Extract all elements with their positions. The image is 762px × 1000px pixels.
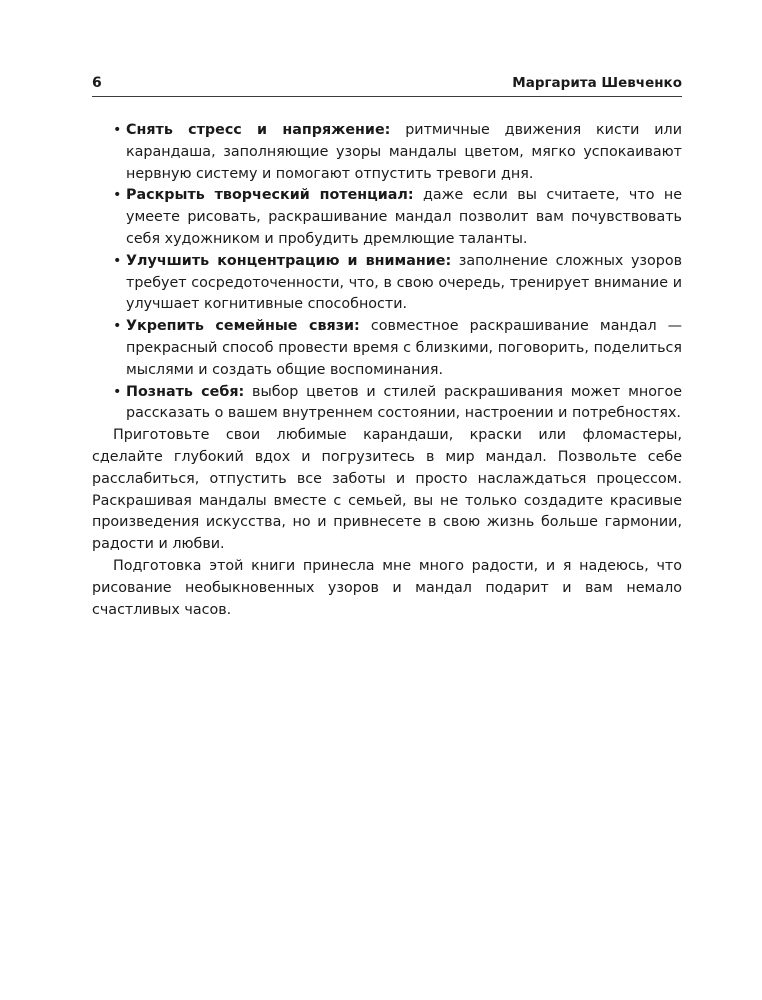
bullet-icon: •	[113, 187, 122, 204]
list-item	[92, 382, 682, 426]
benefits-list	[92, 120, 682, 425]
bullet-icon: •	[113, 383, 122, 400]
bullet-icon: •	[113, 318, 122, 335]
list-item-lead: Укрепить семейные связи:	[126, 318, 360, 335]
list-item-text: заполнение сложных узоров требует сосредоточенности, что, в свою очередь, тренирует внимание и улучшает когнитивные способности.	[126, 252, 683, 313]
bullet-icon: •	[113, 252, 122, 269]
list-item	[92, 185, 682, 250]
list-item-lead: Раскрыть творческий потенциал:	[126, 187, 414, 204]
list-item-text: ритмичные движения кисти или карандаша, заполняющие узоры мандалы цветом, мягко успокаивают нервную систему и помогают отпустить тревоги дня.	[126, 122, 682, 182]
list-item	[92, 120, 682, 185]
running-header	[92, 74, 682, 97]
list-item	[92, 316, 682, 381]
list-item-lead: Познать себя:	[126, 383, 245, 400]
paragraph: Приготовьте свои любимые карандаши, краски или фломастеры, сделайте глубокий вдох и погрузитесь в мир мандал. Позвольте себе расслабиться, отпустить все заботы и просто наслаждаться процессом. Раскрашивая мандалы вместе с семьей, вы не только создадите красивые произведения искусства, но и привнесете в свою жизнь больше гармонии, радости и любви.	[92, 427, 682, 553]
list-item-lead: Снять стресс и напряжение:	[126, 122, 391, 138]
list-item-lead: Улучшить концентрацию и внимание:	[126, 252, 452, 269]
list-item	[92, 251, 682, 316]
list-item-text: выбор цветов и стилей раскрашивания может многое рассказать о вашем внутреннем состоянии, настроении и потребностях.	[126, 383, 682, 422]
paragraph: Подготовка этой книги принесла мне много радости, и я надеюсь, что рисование необыкновенных узоров и мандал подарит и вам немало счастливых часов.	[92, 557, 682, 618]
bullet-icon: •	[113, 122, 122, 138]
page-number: 6	[92, 75, 102, 91]
list-item-text: даже если вы считаете, что не умеете рисовать, раскрашивание мандал позволит вам почувствовать себя художником и пробудить дремлющие таланты.	[126, 187, 682, 247]
running-title-author: Маргарита Шевченко	[512, 75, 682, 91]
list-item-text: совместное раскрашивание мандал — прекрасный способ провести время с близкими, поговорить, поделиться мыслями и создать общие воспоминания.	[126, 318, 682, 378]
body-text	[92, 120, 682, 621]
